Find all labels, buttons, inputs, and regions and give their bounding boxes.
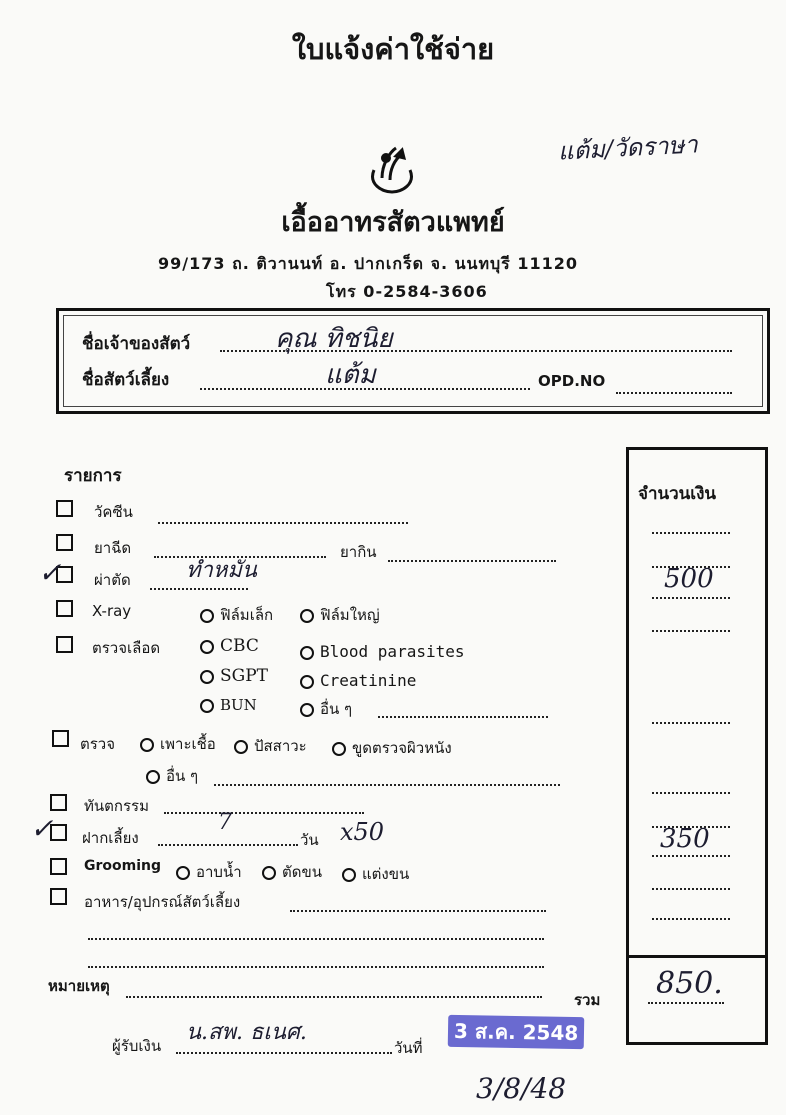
owner-label: ชื่อเจ้าของสัตว์ [82, 334, 191, 354]
opd-line [616, 392, 732, 394]
bath-option[interactable]: อาบน้ำ [176, 860, 242, 884]
date-stamp: 3 ส.ค. 2548 [448, 1015, 585, 1049]
remark-label: หมายเหตุ [48, 977, 110, 995]
surgery-label: ผ่าตัด [94, 571, 131, 589]
receiver-label: ผู้รับเงิน [112, 1037, 162, 1055]
total-value: 850. [656, 966, 723, 1001]
oral-label: ยากิน [340, 543, 377, 561]
clinic-phone: โทร 0-2584-3606 [326, 282, 488, 301]
grooming-label: Grooming [84, 858, 162, 874]
amount-header: จำนวนเงิน [638, 484, 717, 504]
urine-option[interactable]: ปัสสาวะ [234, 734, 307, 758]
exam-other-option[interactable]: อื่น ๆ [146, 764, 198, 788]
skin-option[interactable]: ขูดตรวจผิวหนัง [332, 736, 452, 760]
cut-option[interactable]: ตัดขน [262, 860, 322, 884]
exam-label: ตรวจ [80, 735, 116, 753]
culture-option[interactable]: เพาะเชื้อ [140, 732, 216, 756]
grooming-checkbox[interactable] [50, 858, 67, 875]
food-checkbox[interactable] [50, 888, 67, 905]
clinic-address: 99/173 ถ. ติวานนท์ อ. ปากเกร็ด จ. นนทบุรี 11120 [158, 254, 578, 273]
small-film-option[interactable]: ฟิล์มเล็ก [200, 603, 273, 627]
document-title: ใบแจ้งค่าใช้จ่าย [291, 32, 495, 66]
boarding-label: ฝากเลี้ยง [82, 829, 139, 847]
blood-other-option[interactable]: อื่น ๆ [300, 697, 352, 721]
cbc-option[interactable]: CBC [200, 636, 259, 656]
xray-label: X-ray [92, 602, 132, 620]
sgpt-option[interactable]: SGPT [200, 666, 268, 686]
total-label: รวม [574, 991, 601, 1009]
blood-parasites-option[interactable]: Blood parasites [300, 642, 465, 661]
receiver-signature: น.สพ. ธเนศ. [186, 1020, 307, 1045]
exam-checkbox[interactable] [52, 730, 69, 747]
large-film-option[interactable]: ฟิล์มใหญ่ [300, 603, 380, 627]
handwritten-date: 3/8/48 [476, 1072, 567, 1105]
creatinine-option[interactable]: Creatinine [300, 671, 416, 690]
clinic-name: เอื้ออาทรสัตวแพทย์ [281, 207, 505, 238]
boarding-rate: x50 [340, 818, 385, 846]
pet-label: ชื่อสัตว์เลี้ยง [82, 370, 170, 390]
surgery-check-mark: ✓ [38, 556, 62, 589]
food-label: อาหาร/อุปกรณ์สัตว์เลี้ยง [84, 893, 241, 911]
date-label: วันที่ [394, 1039, 423, 1057]
blood-checkbox[interactable] [56, 636, 73, 653]
boarding-amount: 350 [660, 824, 710, 854]
owner-box [56, 308, 770, 414]
surgery-amount: 500 [664, 564, 714, 594]
boarding-check-mark: ✓ [30, 812, 54, 845]
surgery-note: ทำหมัน [186, 558, 257, 583]
opd-label: OPD.NO [538, 372, 606, 390]
bun-option[interactable]: BUN [200, 696, 257, 714]
boarding-days: 7 [218, 810, 232, 835]
pet-value: แต้ม [325, 360, 376, 390]
xray-checkbox[interactable] [56, 600, 73, 617]
corner-note: แต้ม/วัดราษา [557, 130, 699, 166]
clinic-logo-icon [362, 140, 422, 200]
amount-column [626, 447, 768, 1045]
dental-label: ทันตกรรม [84, 797, 149, 815]
blood-label: ตรวจเลือด [92, 639, 161, 657]
items-header: รายการ [64, 466, 122, 486]
injection-label: ยาฉีด [94, 539, 132, 557]
vaccine-label: วัคซีน [94, 503, 133, 521]
vaccine-checkbox[interactable] [56, 500, 73, 517]
day-label: วัน [300, 831, 319, 849]
dental-checkbox[interactable] [50, 794, 67, 811]
owner-value: คุณ ทิชนิย [275, 324, 393, 354]
injection-checkbox[interactable] [56, 534, 73, 551]
style-option[interactable]: แต่งขน [342, 862, 409, 886]
